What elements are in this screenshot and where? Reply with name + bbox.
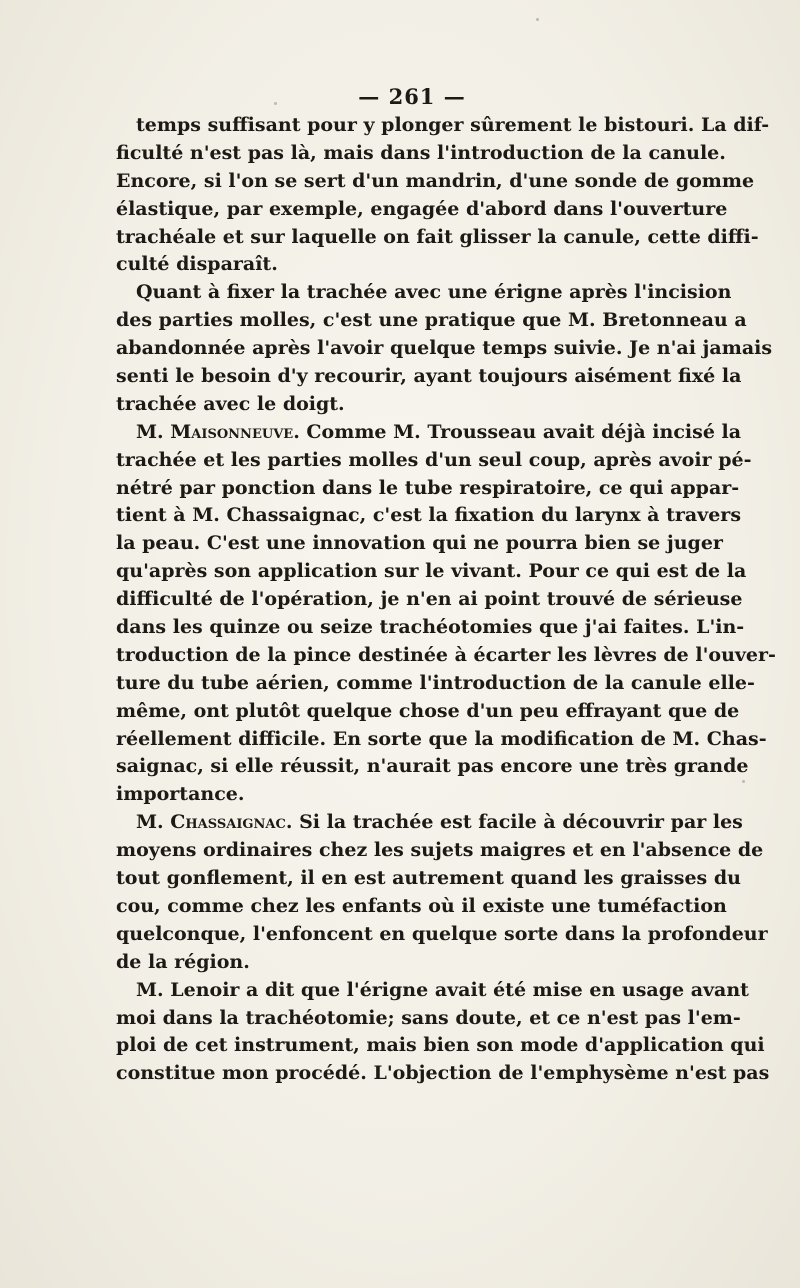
text-line: moyens ordinaires chez les sujets maigres et en l'absence de [116, 839, 764, 862]
text-line: Encore, si l'on se sert d'un mandrin, d'une sonde de gomme [116, 169, 755, 192]
line-text: . Si la trachée est facile à découvrir par les [285, 811, 743, 834]
text-line: temps suffisant pour y plonger sûrement le bistouri. La dif- [136, 114, 770, 136]
text-line: la peau. C'est une innovation qui ne pourra bien se juger [116, 532, 723, 555]
text-line: importance. [116, 783, 245, 806]
paragraph [116, 977, 770, 1089]
text-line: culté disparaît. [116, 253, 278, 276]
text-line: constitue mon procédé. L'objection de l'emphysème n'est pas [116, 1062, 770, 1085]
line-text: . Comme M. Trousseau avait déjà incisé la [293, 420, 742, 443]
text-line: troduction de la pince destinée à écarter les lèvres de l'ouver- [116, 643, 776, 666]
speaker-name: Chassaignac [170, 811, 286, 834]
text-line: tient à M. Chassaignac, c'est la fixation du larynx à travers [116, 504, 742, 527]
text-line: saignac, si elle réussit, n'aurait pas encore une très grande [116, 755, 749, 778]
speaker-prefix: M. [136, 811, 171, 834]
paragraph [116, 279, 773, 418]
page-number: — 261 — [358, 84, 466, 109]
text-line: ficulté n'est pas là, mais dans l'introduction de la canule. [116, 141, 726, 164]
text-line: quelconque, l'enfoncent en quelque sorte dans la profondeur [116, 922, 768, 945]
text-line: qu'après son application sur le vivant. Pour ce qui est de la [116, 560, 747, 583]
text-line: Quant à fixer la trachée avec une érigne après l'incision [136, 281, 732, 304]
text-line: des parties molles, c'est une pratique que M. Bretonneau a [116, 309, 747, 332]
text-line: cou, comme chez les enfants où il existe une tuméfaction [116, 894, 727, 917]
paper-speck [536, 18, 539, 21]
paper-speck [742, 780, 745, 783]
text-line: de la région. [116, 950, 250, 973]
text-line [116, 419, 742, 447]
paragraph [116, 809, 768, 976]
text-line: réellement difficile. En sorte que la modification de M. Chas- [116, 727, 767, 750]
text-line: trachée et les parties molles d'un seul coup, après avoir pé- [116, 448, 752, 471]
text-line: difficulté de l'opération, je n'en ai point trouvé de sérieuse [116, 588, 743, 611]
text-line: même, ont plutôt quelque chose d'un peu effrayant que de [116, 699, 740, 722]
text-line: dans les quinze ou seize trachéotomies que j'ai faites. L'in- [116, 616, 745, 639]
body-text [116, 112, 776, 1088]
text-line: trachée avec le doigt. [116, 392, 345, 415]
paragraph [116, 419, 776, 809]
paragraph [116, 112, 770, 279]
text-line: abandonnée après l'avoir quelque temps suivie. Je n'ai jamais [116, 337, 773, 360]
speaker-name: Maisonneuve [170, 420, 294, 443]
text-line [116, 809, 743, 837]
text-line: nétré par ponction dans le tube respiratoire, ce qui appar- [116, 476, 740, 499]
text-line: M. Lenoir a dit que l'érigne avait été mise en usage avant [136, 978, 749, 1001]
text-line: trachéale et sur laquelle on fait glisser la canule, cette diffi- [116, 225, 759, 248]
text-line: tout gonflement, il en est autrement quand les graisses du [116, 867, 741, 890]
text-line: moi dans la trachéotomie; sans doute, et ce n'est pas l'em- [116, 1006, 741, 1029]
speaker-prefix: M. [136, 420, 171, 443]
text-line: élastique, par exemple, engagée d'abord dans l'ouverture [116, 197, 728, 220]
text-line: ture du tube aérien, comme l'introduction de la canule elle- [116, 671, 755, 694]
text-line: senti le besoin d'y recourir, ayant toujours aisément fixé la [116, 365, 742, 388]
text-line: ploi de cet instrument, mais bien son mode d'application qui [116, 1034, 765, 1057]
